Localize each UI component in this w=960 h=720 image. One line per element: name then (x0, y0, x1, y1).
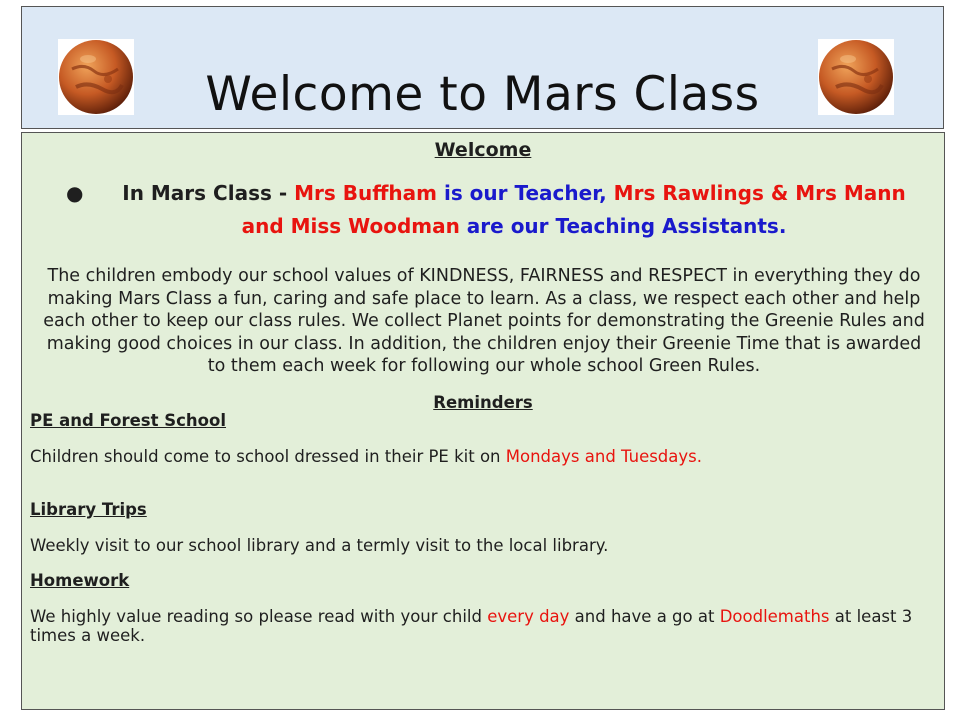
bullet-icon: ● (66, 181, 84, 205)
welcome-heading: Welcome (434, 139, 532, 161)
pe-days: Mondays and Tuesdays. (505, 447, 703, 466)
homework-text-body: and have a go at (569, 607, 720, 626)
homework-text (30, 607, 930, 645)
assistant-names: and Miss Woodman (241, 214, 460, 238)
intro-text: In Mars Class - (122, 181, 295, 205)
library-heading: Library Trips (30, 500, 147, 519)
pe-text-body: Children should come to school dressed in their PE kit on (30, 447, 506, 466)
homework-highlight: Doodlemaths (719, 607, 830, 626)
assistant-names: Mrs Rawlings & Mrs Mann (606, 181, 906, 205)
page-title: Welcome to Mars Class (205, 67, 760, 122)
library-text: Weekly visit to our school library and a termly visit to the local library. (30, 536, 609, 555)
intro-text: is our Teacher, (437, 181, 607, 205)
homework-text-body: We highly value reading so please read with your child (30, 607, 488, 626)
intro-bullet (66, 177, 926, 243)
homework-heading: Homework (30, 571, 130, 590)
mars-planet-icon (818, 39, 894, 115)
school-values-paragraph: The children embody our school values of KINDNESS, FAIRNESS and RESPECT in everything they do making Mars Class a fun, caring and safe place to learn. As a class, we respect each other and help each other to keep our class rules. We collect Planet points for demonstrating the Greenie Rules and making good choices in our class. In addition, the children enjoy their Greenie Time that is awarded to them each week for following our whole school Green Rules. (43, 266, 925, 376)
pe-text (30, 447, 930, 466)
teacher-name: Mrs Buffham (294, 181, 437, 205)
pe-heading: PE and Forest School (30, 411, 227, 430)
intro-text: are our Teaching Assistants. (459, 214, 787, 238)
homework-highlight: every day (487, 607, 570, 626)
homework-text-body: at least 3 times a week. (30, 607, 913, 645)
content-panel (21, 132, 945, 710)
reminders-heading: Reminders (433, 393, 533, 412)
page-header (21, 6, 944, 129)
